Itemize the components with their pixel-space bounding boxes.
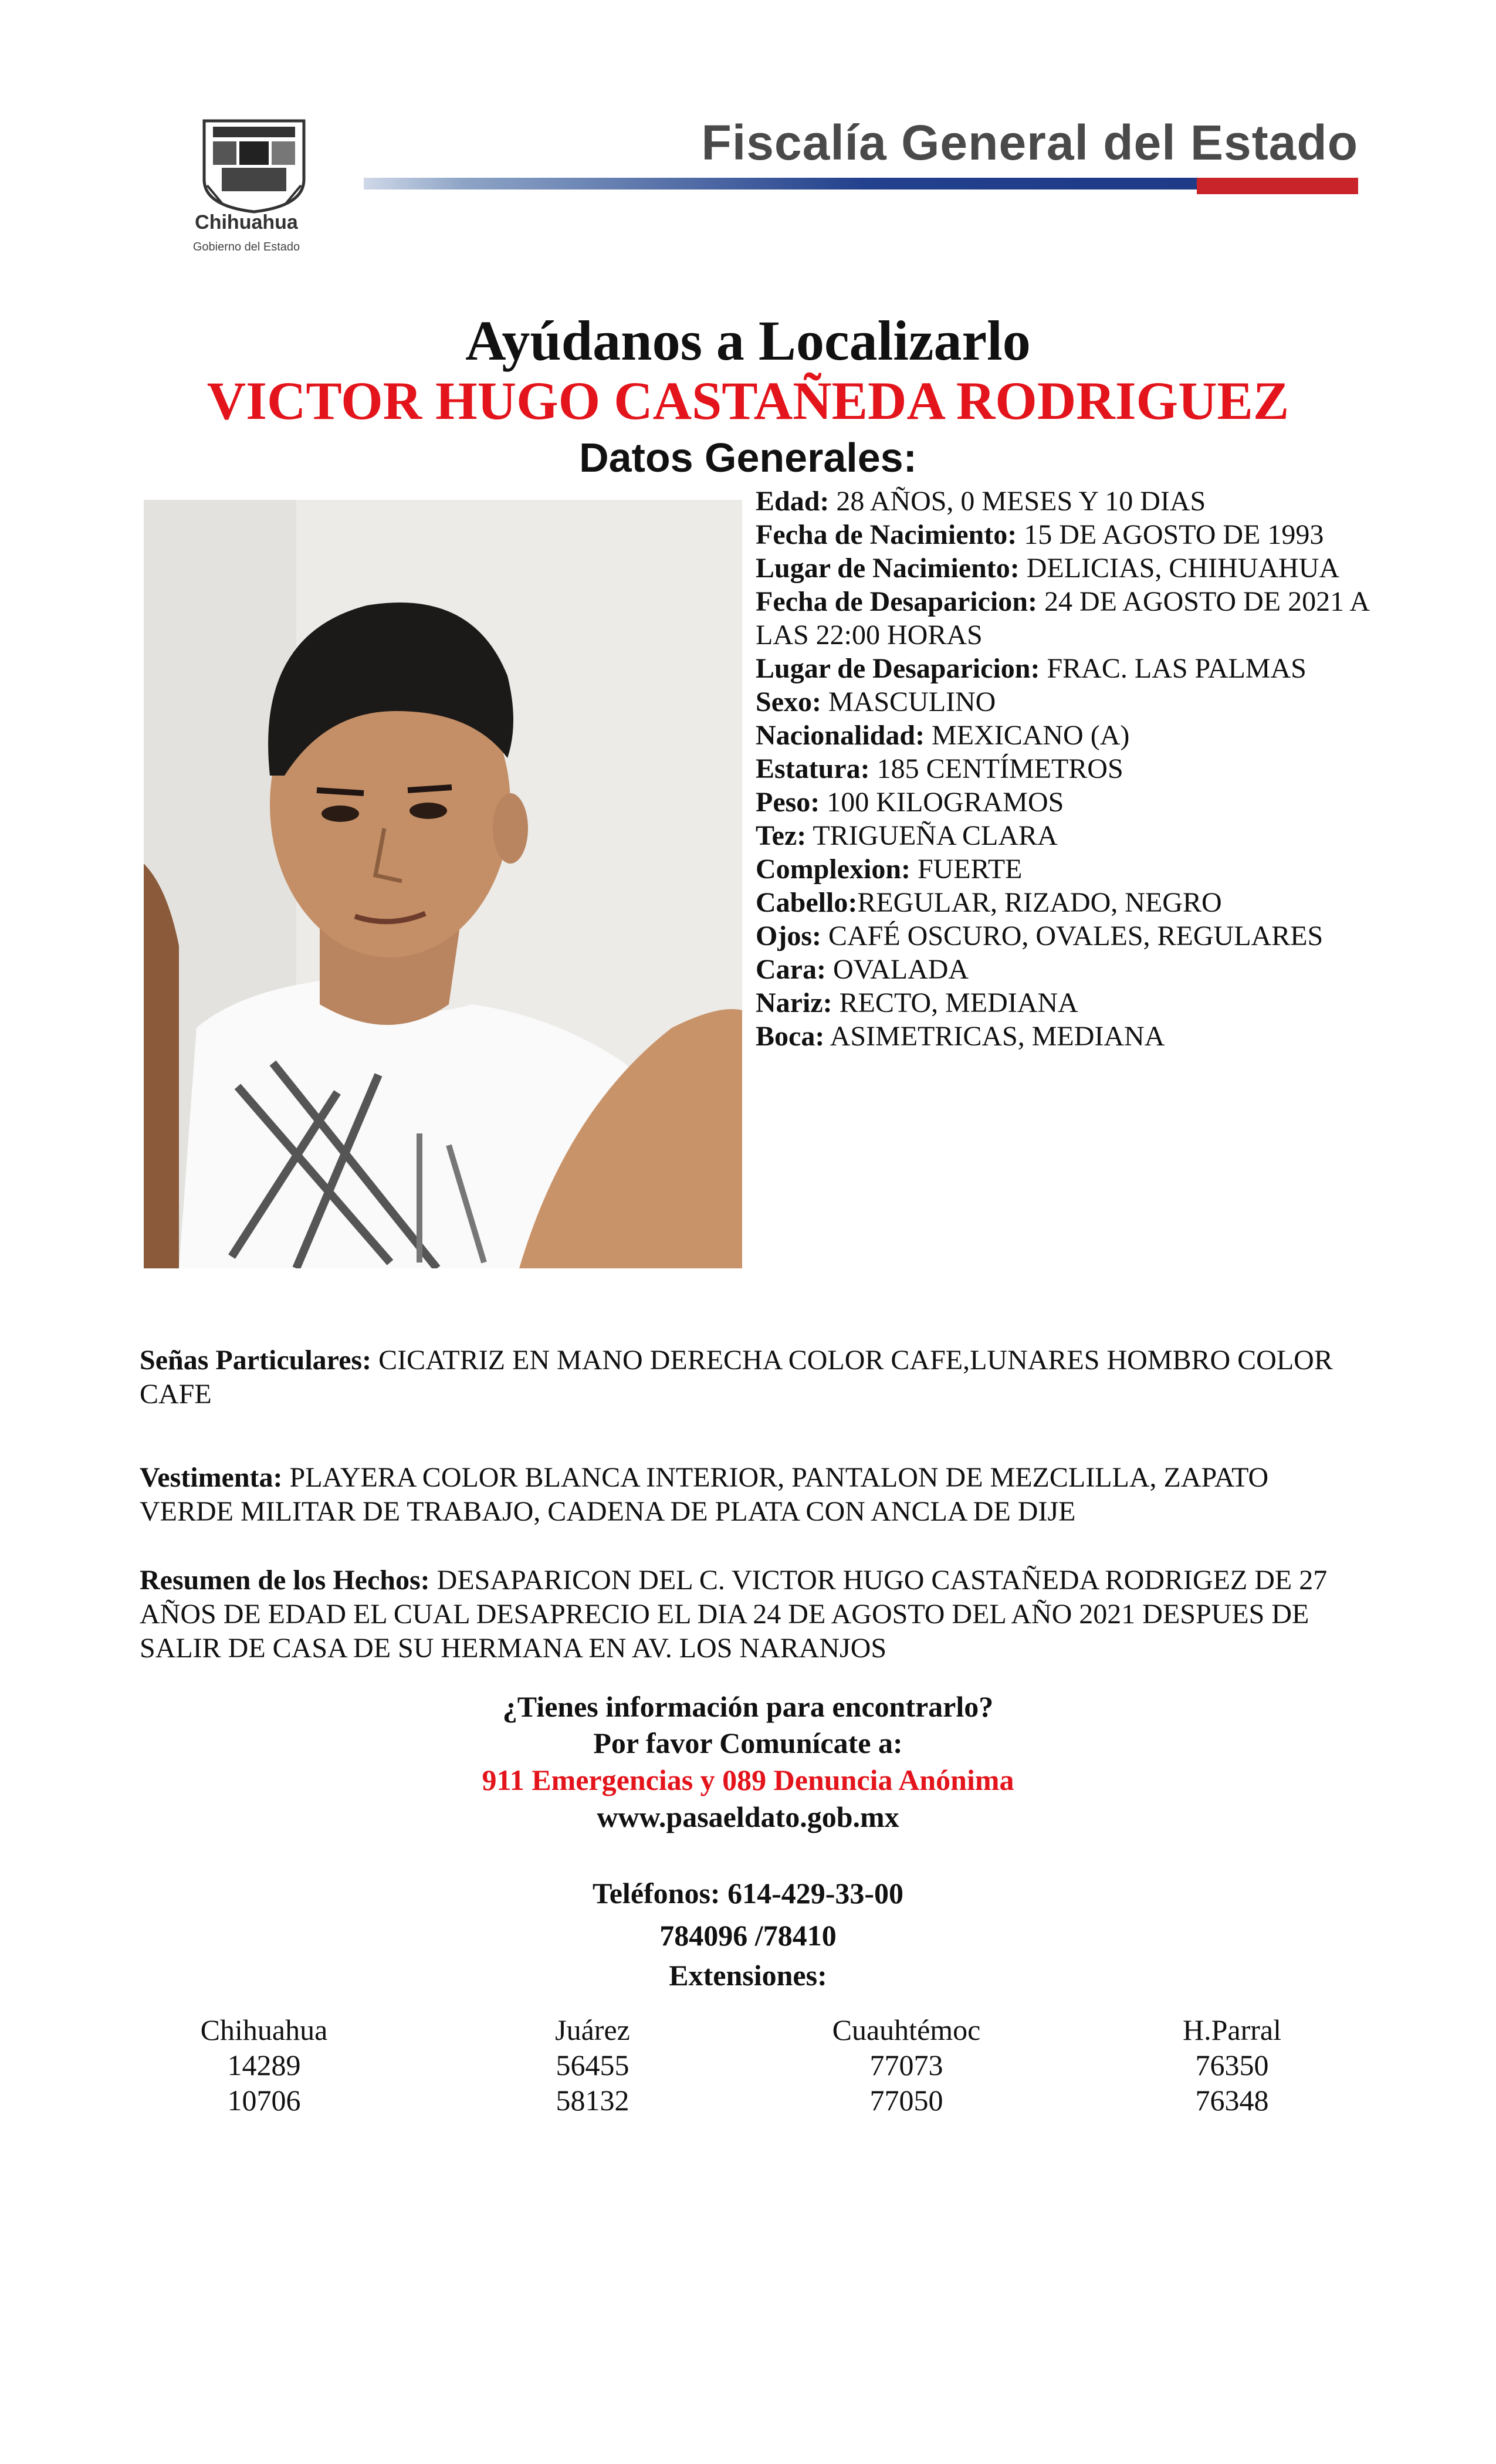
organization-title: Fiscalía General del Estado: [701, 115, 1358, 170]
fact-build: Complexion: FUERTE: [756, 854, 1023, 885]
phone-numbers-secondary: 784096 /78410: [659, 1919, 837, 1952]
seal-subtitle: Gobierno del Estado: [192, 241, 300, 253]
header-rule-blue: [364, 178, 1197, 189]
fact-weight: Peso: 100 KILOGRAMOS: [756, 787, 1064, 818]
person-name: VICTOR HUGO CASTAÑEDA RODRIGUEZ: [207, 371, 1289, 431]
headline: Ayúdanos a Localizarlo: [465, 309, 1031, 372]
fact-nose: Nariz: RECTO, MEDIANA: [756, 987, 1078, 1018]
extension-number: 77050: [869, 2084, 943, 2117]
contact-question: ¿Tienes información para encontrarlo?: [502, 1690, 994, 1723]
extension-column: [147, 2012, 381, 2118]
fact-disappearance-date: Fecha de Desaparicion: 24 DE AGOSTO DE 2021 A LAS 22:00 HORAS: [756, 586, 1369, 651]
fact-eyes: Ojos: CAFÉ OSCURO, OVALES, REGULARES: [756, 920, 1324, 952]
summary-of-events: Resumen de los Hechos: DESAPARICON DEL C. VICTOR HUGO CASTAÑEDA RODRIGEZ DE 27 AÑOS DE EDAD EL CUAL DESAPRECIO EL DIA 24 DE AGOSTO DEL AÑO 2021 DESPUES DE SALIR DE CASA DE SU HERMANA EN AV. LOS NARANJOS: [140, 1565, 1328, 1664]
fact-birth-place: Lugar de Nacimiento: DELICIAS, CHIHUAHUA: [756, 553, 1340, 584]
extension-city: Juárez: [555, 2013, 630, 2046]
emergency-numbers: 911 Emergencias y 089 Denuncia Anónima: [482, 1764, 1014, 1796]
fact-hair: Cabello:REGULAR, RIZADO, NEGRO: [756, 887, 1222, 918]
extension-number: 14289: [227, 2049, 301, 2081]
contact-please: Por favor Comunícate a:: [593, 1727, 903, 1759]
website-link[interactable]: www.pasaeldato.gob.mx: [597, 1800, 899, 1833]
extension-city: Cuauhtémoc: [832, 2013, 981, 2046]
general-data-list: [756, 485, 1372, 1053]
fact-complexion-tone: Tez: TRIGUEÑA CLARA: [756, 820, 1058, 851]
fact-age: Edad: 28 AÑOS, 0 MESES Y 10 DIAS: [756, 486, 1206, 517]
extension-number: 76350: [1195, 2049, 1269, 2081]
fact-sex: Sexo: MASCULINO: [756, 686, 996, 717]
extensions-label: Extensiones:: [669, 1959, 827, 1992]
fact-disappearance-place: Lugar de Desaparicion: FRAC. LAS PALMAS: [756, 653, 1307, 684]
extension-number: 58132: [556, 2084, 629, 2117]
section-title: Datos Generales:: [579, 435, 917, 480]
fact-face: Cara: OVALADA: [756, 954, 969, 985]
fact-nationality: Nacionalidad: MEXICANO (A): [756, 720, 1130, 751]
extension-column: [475, 2012, 710, 2118]
extension-number: 77073: [869, 2049, 943, 2081]
seal-name: Chihuahua: [195, 211, 298, 233]
fact-mouth: Boca: ASIMETRICAS, MEDIANA: [756, 1021, 1165, 1052]
extension-city: Chihuahua: [200, 2013, 328, 2046]
header-rule-red: [1197, 178, 1358, 194]
extension-number: 10706: [227, 2084, 301, 2117]
extension-number: 76348: [1195, 2084, 1269, 2117]
clothing: Vestimenta: PLAYERA COLOR BLANCA INTERIOR, PANTALON DE MEZCLILLA, ZAPATO VERDE MILITAR DE TRABAJO, CADENA DE PLATA CON ANCLA DE DIJE: [140, 1462, 1269, 1527]
extension-city: H.Parral: [1183, 2013, 1281, 2046]
fact-height: Estatura: 185 CENTÍMETROS: [756, 753, 1123, 784]
missing-person-photo: [144, 500, 742, 1268]
extension-column: [789, 2012, 1024, 2118]
fact-birth-date: Fecha de Nacimiento: 15 DE AGOSTO DE 1993: [756, 519, 1324, 550]
phone-numbers: Teléfonos: 614-429-33-00: [592, 1877, 904, 1910]
extension-number: 56455: [556, 2049, 629, 2081]
extension-column: [1115, 2012, 1349, 2118]
distinguishing-marks: Señas Particulares: CICATRIZ EN MANO DERECHA COLOR CAFE,LUNARES HOMBRO COLOR CAFE: [140, 1345, 1333, 1410]
state-seal-logo: [187, 109, 321, 262]
